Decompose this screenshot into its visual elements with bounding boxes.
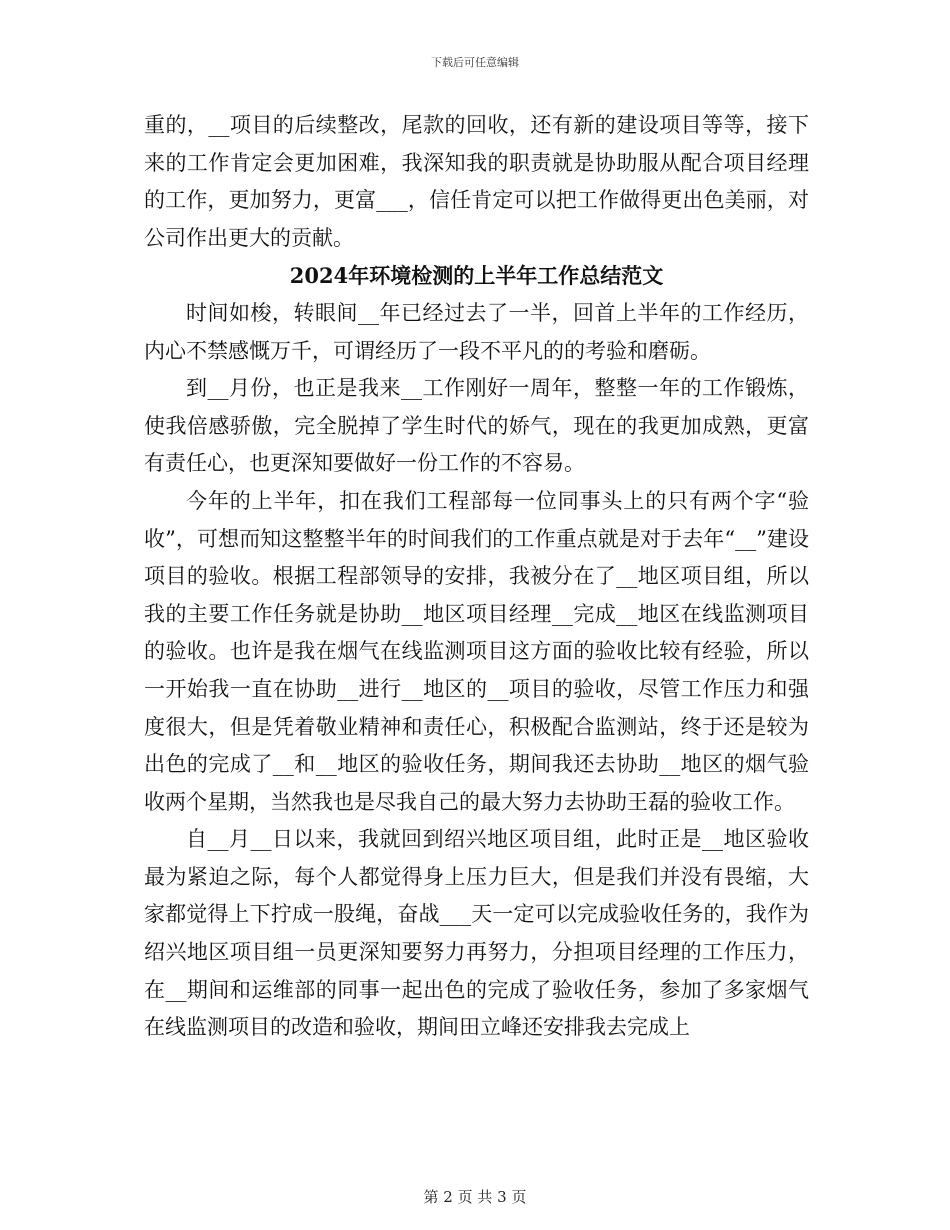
body-paragraph: 自__月__日以来，我就回到绍兴地区项目组，此时正是__地区验收最为紧迫之际，每个人都觉得身上压力巨大，但是我们并没有畏缩，大家都觉得上下拧成一股绳，奋战___天一定可以完成验收任务的，我作为绍兴地区项目组一员更深知要努力再努力，分担项目经理的工作压力，在__期间和运维部的同事一起出色的完成了验收任务，参加了多家烟气在线监测项目的改造和验收，期间田立峰还安排我去完成上	[144, 827, 809, 1040]
body-paragraph: 到__月份，也正是我来__工作刚好一周年，整整一年的工作锻炼，使我倍感骄傲，完全脱掉了学生时代的娇气，现在的我更加成熟，更富有责任心，也更深知要做好一份工作的不容易。	[144, 376, 809, 476]
body-paragraph: 今年的上半年，扣在我们工程部每一位同事头上的只有两个字“验收”，可想而知这整整半年的时间我们的工作重点就是对于去年“__”建设项目的验收。根据工程部领导的安排，我被分在了__地区项目组，所以我的主要工作任务就是协助__地区项目经理__完成__地区在线监测项目的验收。也许是我在烟气在线监测项目这方面的验收比较有经验，所以一开始我一直在协助__进行__地区的__项目的验收，尽管工作压力和强度很大，但是凭着敬业精神和责任心，积极配合监测站，终于还是较为出色的完成了__和__地区的验收任务，期间我还去协助__地区的烟气验收两个星期，当然我也是尽我自己的最大努力去协助王磊的验收工作。	[144, 488, 809, 814]
lead-paragraph: 重的，__项目的后续整改，尾款的回收，还有新的建设项目等等，接下来的工作肯定会更加困难，我深知我的职责就是协助服从配合项目经理的工作，更加努力，更富___，信任肯定可以把工作做得更出色美丽，对公司作出更大的贡献。	[144, 113, 809, 250]
body-paragraph: 时间如梭，转眼间__年已经过去了一半，回首上半年的工作经历，内心不禁感慨万千，可谓经历了一段不平凡的的考验和磨砺。	[144, 300, 809, 363]
header-note: 下载后可任意编辑	[431, 56, 519, 69]
document-body	[144, 107, 809, 1047]
page-indicator: 第 2 页 共 3 页	[423, 1188, 527, 1206]
section-title: 2024年环境检测的上半年工作总结范文	[289, 263, 664, 289]
